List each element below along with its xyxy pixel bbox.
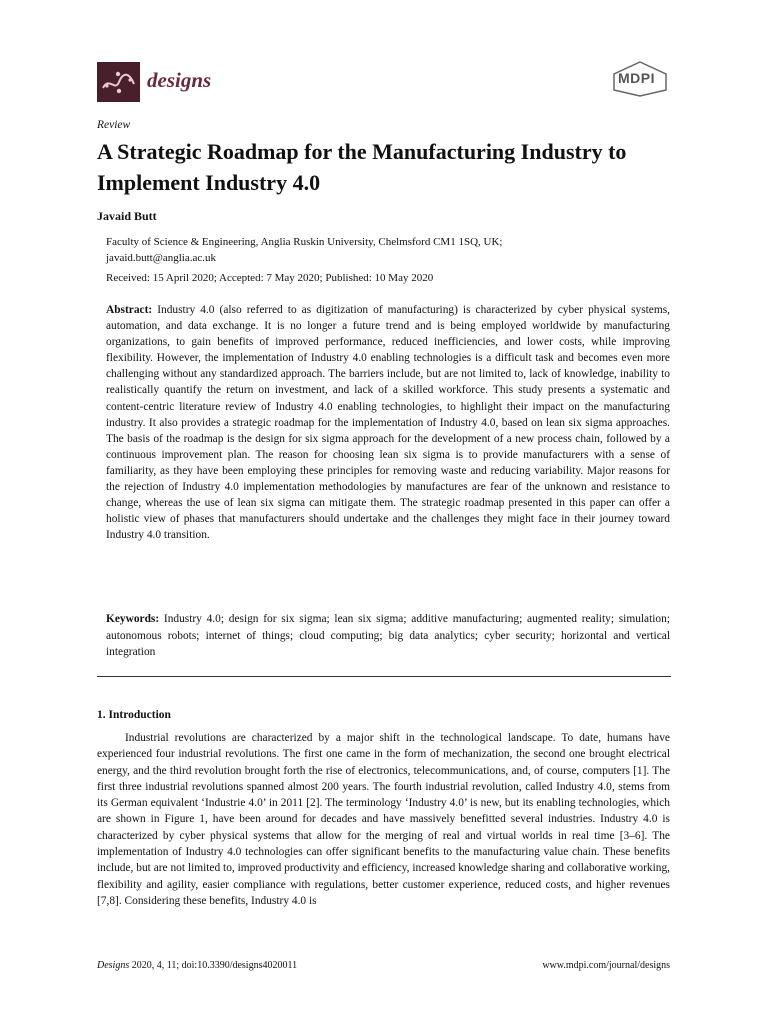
section-body-text: Industrial revolutions are characterized by a major shift in the technological landscape. To date, humans have experienced four industrial revolutions. The first one came in the form of mechanization, the second one brought electrical energy, and the third revolution brought forth the rise of electronics, telecommunications, and, of course, computers [1]. The first three industrial revolutions spanned almost 200 years. The fourth industrial revolution, called Industry 4.0, stems from its German equivalent ‘Industrie 4.0’ in 2011 [2]. The terminology ‘Industry 4.0’ is new, but its enabling technologies, which are shown in Figure 1, have been around for decades and have massively benefitted several industries. Industry 4.0 is characterized by cyber physical systems that allow for the merging of real and virtual worlds in real time [3–6]. The implementation of Industry 4.0 technologies can offer significant benefits to the manufacturing value chain. These benefits include, but are not limited to, improved productivity and efficiency, increased knowledge sharing and collaborative working, flexibility and agility, easier compliance with regulations, better customer experience, reduced costs, and higher revenues [7,8]. Considering these benefits, Industry 4.0 is [97,732,670,907]
footer-citation-details: 2020, 4, 11; doi:10.3390/designs4020011 [131,960,298,971]
footer-citation [97,960,297,971]
author-name: Javaid Butt [97,209,157,223]
section-heading: 1. Introduction [97,709,171,721]
abstract [106,302,670,543]
publisher-name: MDPI [618,70,655,86]
keywords [106,611,670,661]
keywords-text: Industry 4.0; design for six sigma; lean six sigma; additive manufacturing; augmented reality; simulation; autonomous robots; internet of things; cloud computing; big data analytics; cyber security; horizontal and vertical integration [106,613,670,658]
section-divider [97,676,671,677]
journal-logo-icon [97,62,140,102]
article-title: A Strategic Roadmap for the Manufacturing Industry to Implement Industry 4.0 [97,139,627,195]
footer-url[interactable]: www.mdpi.com/journal/designs [542,960,670,971]
keywords-label: Keywords: [106,613,160,625]
author-email[interactable]: javaid.butt@anglia.ac.uk [106,252,217,264]
abstract-label: Abstract: [106,304,153,316]
publication-dates: Received: 15 April 2020; Accepted: 7 May 2020; Published: 10 May 2020 [106,272,434,284]
article-type: Review [97,119,131,131]
journal-name: designs [147,68,212,92]
publisher-logo [610,60,670,98]
abstract-text: Industry 4.0 (also referred to as digitization of manufacturing) is characterized by cyber physical systems, automation, and data exchange. It is no longer a future trend and is being employed worldwide by manufacturing organizations, to gain benefits of improved performance, reduced inefficiencies, and lower costs, while improving flexibility. However, the implementation of Industry 4.0 enabling technologies is a difficult task and becomes even more challenging without any standardized approach. The barriers include, but are not limited to, lack of knowledge, inability to realistically quantify the return on investment, and lack of a skilled workforce. This study presents a systematic and content-centric literature review of Industry 4.0 enabling technologies, to highlight their impact on the manufacturing industry. It also provides a strategic roadmap for the implementation of Industry 4.0, based on lean six sigma approaches. The basis of the roadmap is the design for six sigma approach for the development of a new process chain, followed by a continuous improvement plan. The reason for choosing lean six sigma is to provide manufacturers with a sense of familiarity, as they have been employing these principles for removing waste and reducing variability. Major reasons for the rejection of Industry 4.0 implementation methodologies by manufactures are fear of the unknown and resistance to change, whereas the use of lean six sigma can mitigate them. The strategic roadmap presented in this paper can offer a holistic view of phases that manufacturers should undertake and the challenges they might face in their journey toward Industry 4.0 transition. [106,304,670,542]
footer-journal: Designs [97,960,130,971]
affiliation-text: Faculty of Science & Engineering, Anglia Ruskin University, Chelmsford CM1 1SQ, UK; [106,236,503,248]
author-affiliation [106,234,671,266]
